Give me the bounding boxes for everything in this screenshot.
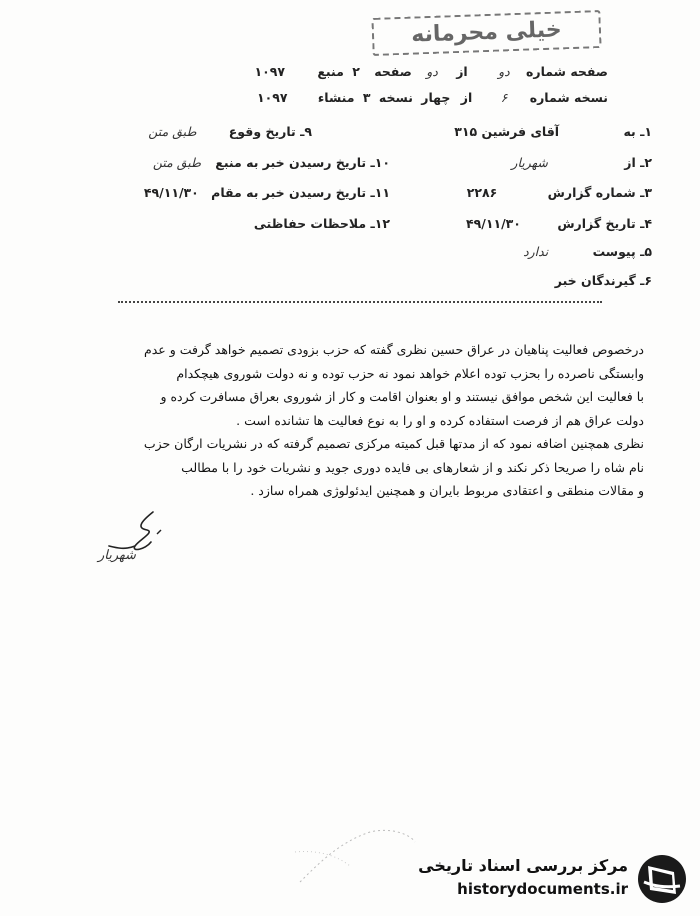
copy-of-label: از [460,90,473,105]
field-event-date-value: طبق متن [148,124,197,139]
signer-name: شهریار [98,548,136,563]
body-line: دولت عراق هم از فرصت استفاده کرده و او را به نوع فعالیت ها تشانده است . [236,412,644,428]
field-report-date-value: ۴۹/۱۱/۳۰ [466,216,521,231]
field-authority-date [144,185,390,200]
header-separator [118,301,602,303]
field-to-value: آقای فرشین ۳۱۵ [454,124,560,139]
field-event-date [148,124,312,139]
field-report-date-label: ۴ـ تاریخ گزارش [557,216,652,231]
origin-number: ۳ [362,90,371,105]
page-unit-label: صفحه [374,64,412,79]
archive-watermark [412,852,694,906]
scan-smudge-mark [290,822,420,892]
field-to-label: ۱ـ به [623,124,652,139]
copy-number-line [228,90,608,105]
watermark-title: مرکز بررسی اسناد تاریخی [418,856,628,875]
field-recipients-label: ۶ـ گیرندگان خبر [554,273,652,288]
field-report-date [466,216,652,231]
page-number-line [228,64,608,79]
field-attachment-label: ۵ـ پیوست [592,244,652,259]
field-authority-date-value: ۴۹/۱۱/۳۰ [143,185,199,200]
copy-number-value: ۶ [500,90,508,105]
page-of-label: از [456,64,468,79]
field-security-notes [254,216,390,231]
watermark-url: historydocuments.ir [457,880,628,898]
field-from-label: ۲ـ از [624,155,652,170]
origin-code: ۱۰۹۷ [256,90,288,105]
field-event-date-label: ۹ـ تاریخ وقوع [228,124,312,139]
source-code: ۱۰۹۷ [254,64,286,79]
source-label: منبع [317,64,344,79]
copy-number-label: نسخه شماره [529,90,608,105]
field-report-number-value: ۲۲۸۶ [466,185,498,200]
archive-logo-icon [634,852,690,906]
page-total-value: دو [426,64,438,79]
page-number-label: صفحه شماره [526,64,608,79]
body-line: و مقالات منطقی و اعتقادی مربوط بایران و همچنین ایدئولوژی همراه سازد . [250,483,644,498]
field-attachment [523,244,652,259]
copy-total-value: چهار [421,90,451,105]
body-line: درخصوص فعالیت پناهیان در عراق حسین نظری گفته که حزب بزودی تصمیم خواهد گرفت و عدم [143,342,644,357]
field-to [454,124,652,139]
origin-label: منشاء [317,90,355,105]
body-line: نام شاه را صریحا ذکر نکند و از شعارهای بی فایده دوری جوید و نشریات خود را با مطالب [181,459,644,475]
field-report-number-label: ۳ـ شماره گزارش [547,185,652,200]
field-report-number [467,185,652,200]
page-number-value: دو [498,64,510,79]
classification-stamp: خیلی محرمانه [371,10,601,56]
body-line: وابستگی ناصرده را بحزب توده اعلام خواهد نمود نه حزب توده و نه دولت شوروی هیچکدام [176,365,644,381]
field-from-value: شهریار [511,155,548,170]
source-number: ۲ [352,64,360,79]
field-source-date [153,155,390,170]
copy-unit-label: نسخه [378,90,413,105]
field-security-notes-label: ۱۲ـ ملاحظات حفاظتی [253,216,390,231]
body-line: با فعالیت این شخص موافق نیستند و او بعنوان اقامت و کار از شوروی بعراق مسافرت کرده و [160,389,644,404]
field-from [511,155,652,170]
field-recipients [555,273,652,288]
report-body [44,338,644,503]
field-source-date-label: ۱۰ـ تاریخ رسیدن خبر به منبع [215,155,390,170]
field-authority-date-label: ۱۱ـ تاریخ رسیدن خبر به مقام [211,185,390,200]
field-attachment-value: ندارد [523,244,549,259]
body-line: نظری همچنین اضافه نمود که از مدتها قبل کمیته مرکزی تصمیم گرفته که در نشریات ارگان حزب [143,436,644,451]
field-source-date-value: طبق متن [152,155,201,170]
